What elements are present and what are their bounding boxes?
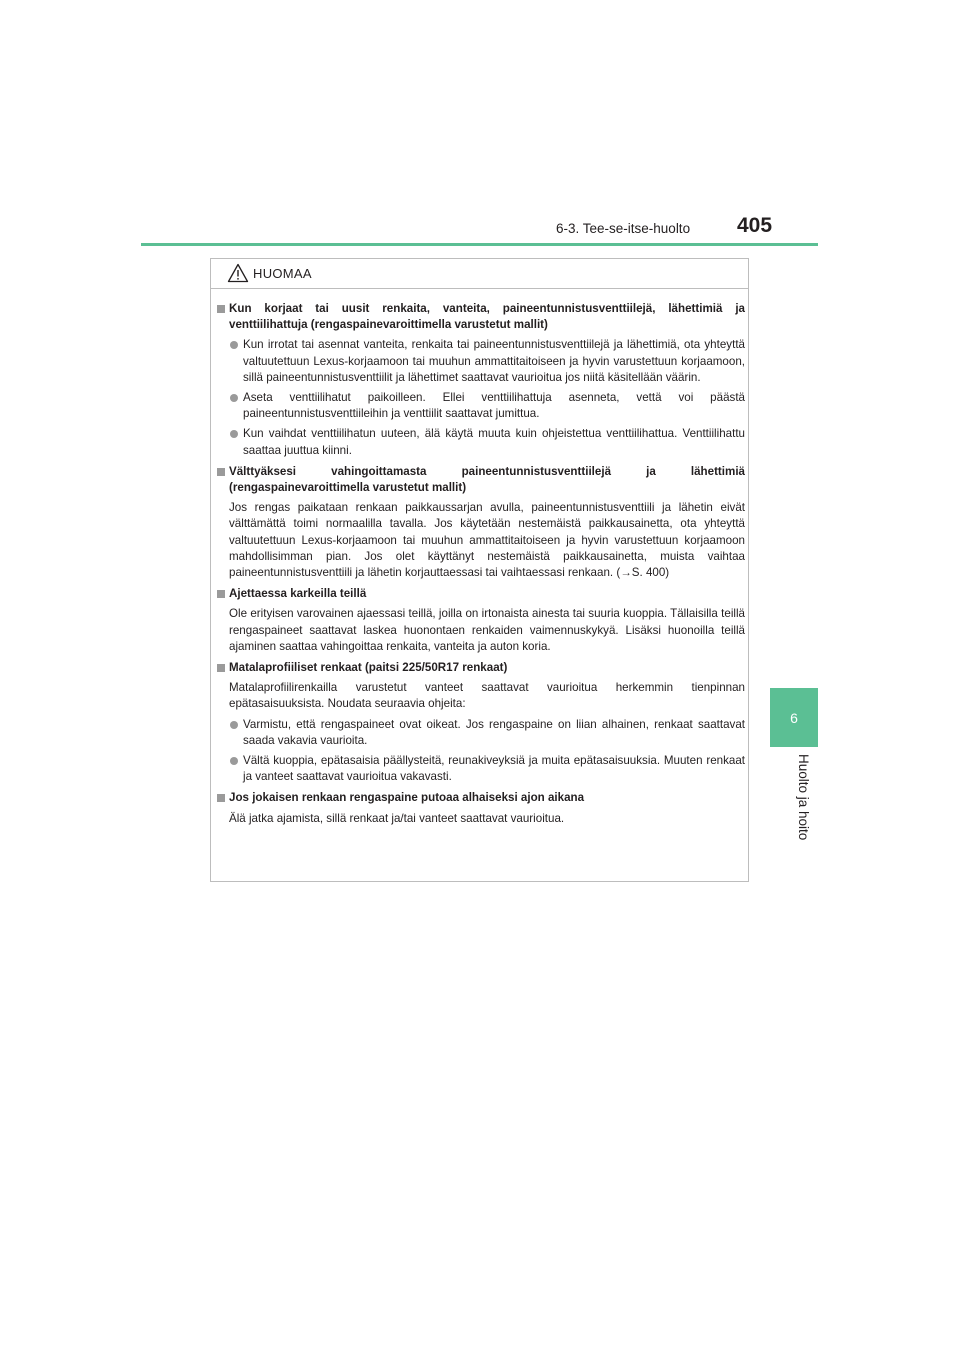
caution-title: HUOMAA: [253, 266, 312, 281]
bullet-item: Kun irrotat tai asennat vanteita, renkaita tai paineentunnistusventtiilejä ja lähettimiä, ota yhteyttä valtuutettuun Lexus-korjaamoon tai muuhun ammattitaitoiseen ja hyvin varustettuun korjaamoon, sillä paineentunnistusventtiilit ja lähettimet saattavat vaurioitua jos niitä käsitellään väärin.: [217, 337, 745, 386]
section-heading: Kun korjaat tai uusit renkaita, vanteita, paineentunnistusventtiilejä, lähettimiä ja venttiilihattuja (rengaspainevaroittimella varustetut mallit): [217, 301, 745, 333]
circle-bullet-icon: [230, 430, 238, 438]
section-title: 6-3. Tee-se-itse-huolto: [556, 221, 691, 236]
section-text: Älä jatka ajamista, sillä renkaat ja/tai vanteet saattavat vaurioitua.: [229, 811, 565, 825]
caution-section: [217, 660, 745, 785]
chapter-number: 6: [790, 709, 798, 726]
bullet-item: Varmistu, että rengaspaineet ovat oikeat. Jos rengaspaine on liian alhainen, renkaat saattavat saada vakavia vaurioita.: [217, 717, 745, 749]
bullet-item: Aseta venttiilihatut paikoilleen. Ellei venttiilihattuja asenneta, vettä voi päästä paineentunnistusventtiileihin ja venttiilit saattavat jumittua.: [217, 390, 745, 422]
circle-bullet-icon: [230, 394, 238, 402]
section-text: Ole erityisen varovainen ajaessasi teillä, joilla on irtonaista ainesta tai suuria kuoppia. Tällaisilla teillä rengaspaineet saattavat laskea huonontaen renkaiden vaimennuskykyä. Lisäksi huonoilla teillä ajaminen saattaa vahingoittaa renkaita, vanteita ja auton koria.: [229, 607, 745, 653]
section-heading: Välttyäksesi vahingoittamasta paineentunnistusventtiilejä ja lähettimiä (rengaspainevaroittimella varustetut mallit): [217, 464, 745, 496]
page-number: 405: [737, 214, 773, 237]
section-heading: Matalaprofiiliset renkaat (paitsi 225/50R17 renkaat): [217, 660, 745, 676]
header-rule: [141, 243, 818, 246]
caution-section: [217, 301, 745, 459]
caution-section: [217, 586, 745, 655]
section-heading: Ajettaessa karkeilla teillä: [217, 586, 745, 602]
section-text: Jos rengas paikataan renkaan paikkaussarjan avulla, paineentunnistusventtiili ja lähetin eivät välttämättä toimi normaalilla tavalla. Jos käytetään nestemäistä paikkausainetta, ota yhteyttä valtuutettuun Lexus-korjaamoon tai muuhun ammattitaitoiseen ja hyvin varustettuun korjaamoon mahdollisimman pian. Jos olet käyttänyt nestemäistä paikkausainetta, muista vaihtaa paineentunnistusventtiili ja lähetin korjauttaessasi tai vaihtaessasi renkaan. (→S. 400): [229, 501, 745, 580]
circle-bullet-icon: [230, 757, 238, 765]
circle-bullet-icon: [230, 721, 238, 729]
chapter-tab[interactable]: [770, 688, 818, 747]
bullet-item: Vältä kuoppia, epätasaisia päällysteitä, reunakiveyksiä ja muita epätasaisuuksia. Muuten renkaat ja vanteet saattavat vaurioitua vakavasti.: [217, 753, 745, 785]
square-bullet-icon: [217, 590, 225, 598]
square-bullet-icon: [217, 468, 225, 476]
warning-icon: [227, 263, 249, 283]
square-bullet-icon: [217, 305, 225, 313]
caution-header: [211, 259, 748, 289]
bullet-item: Kun vaihdat venttiilihatun uuteen, älä käytä muuta kuin ohjeistettua venttiilihattua. Venttiilihattu saattaa juuttua kiinni.: [217, 426, 745, 458]
caution-box: [210, 258, 749, 882]
square-bullet-icon: [217, 664, 225, 672]
section-text: Matalaprofiilirenkailla varustetut vanteet saattavat vaurioitua herkemmin tienpinnan epätasaisuuksista. Noudata seuraavia ohjeita:: [229, 681, 745, 711]
caution-section: [217, 790, 745, 826]
section-heading: Jos jokaisen renkaan rengaspaine putoaa alhaiseksi ajon aikana: [217, 790, 745, 806]
caution-body: [217, 301, 745, 832]
caution-section: [217, 464, 745, 581]
square-bullet-icon: [217, 794, 225, 802]
chapter-label: Huolto ja hoito: [796, 754, 811, 841]
circle-bullet-icon: [230, 341, 238, 349]
